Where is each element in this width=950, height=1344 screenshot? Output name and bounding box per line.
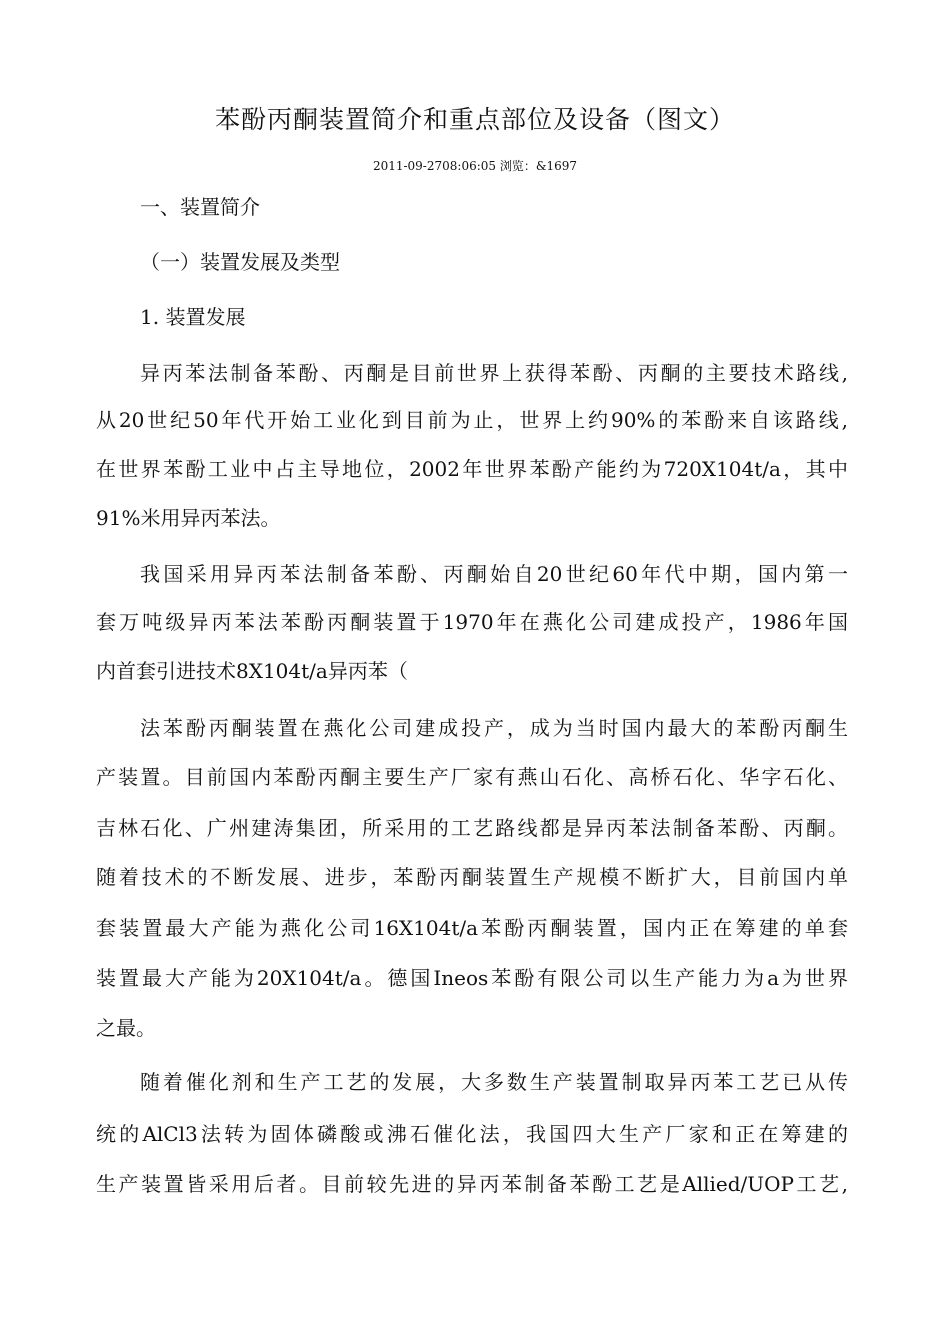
paragraph-1-line-2: 从20世纪50年代开始工业化到目前为止，世界上约90%的苯酚来自该路线, [96, 408, 848, 432]
paragraph-2-line-3: 内首套引进技术8X104t/a异丙苯（ [96, 659, 408, 683]
paragraph-3-line-3: 吉林石化、广州建涛集团，所采用的工艺路线都是异丙苯法制备苯酚、丙酮。 [96, 816, 848, 840]
section-heading-2: （一）装置发展及类型 [140, 250, 340, 274]
paragraph-3-line-5: 套装置最大产能为燕化公司16X104t/a苯酚丙酮装置，国内正在筹建的单套 [96, 916, 848, 940]
section-heading-3: 1. 装置发展 [140, 305, 246, 329]
paragraph-4-line-3: 生产装置皆采用后者。目前较先进的异丙苯制备苯酚工艺是Allied/UOP工艺, [96, 1172, 848, 1196]
paragraph-3-line-7: 之最。 [96, 1016, 156, 1040]
paragraph-3-line-2: 产装置。目前国内苯酚丙酮主要生产厂家有燕山石化、高桥石化、华字石化、 [96, 765, 848, 789]
paragraph-2-line-1: 我国采用异丙苯法制备苯酚、丙酮始自20世纪60年代中期，国内第一 [140, 562, 848, 586]
paragraph-4-line-2: 统的AlCl3法转为固体磷酸或沸石催化法，我国四大生产厂家和正在筹建的 [96, 1122, 848, 1146]
paragraph-2-line-2: 套万吨级异丙苯法苯酚丙酮装置于1970年在燕化公司建成投产，1986年国 [96, 610, 848, 634]
paragraph-3-line-1: 法苯酚丙酮装置在燕化公司建成投产，成为当时国内最大的苯酚丙酮生 [140, 716, 848, 740]
document-title: 苯酚丙酮装置简介和重点部位及设备（图文） [214, 105, 735, 134]
section-heading-1: 一、装置简介 [140, 195, 260, 219]
paragraph-1-line-1: 异丙苯法制备苯酚、丙酮是目前世界上获得苯酚、丙酮的主要技术路线, [140, 361, 848, 385]
paragraph-1-line-4: 91%米用异丙苯法。 [96, 506, 281, 530]
publish-meta: 2011-09-2708:06:05 浏览：&1697 [372, 159, 578, 173]
paragraph-1-line-3: 在世界苯酚工业中占主导地位，2002年世界苯酚产能约为720X104t/a，其中 [96, 457, 848, 481]
paragraph-3-line-6: 装置最大产能为20X104t/a。德国Ineos苯酚有限公司以生产能力为a为世界 [96, 966, 848, 990]
paragraph-4-line-1: 随着催化剂和生产工艺的发展，大多数生产装置制取异丙苯工艺已从传 [140, 1070, 848, 1094]
paragraph-3-line-4: 随着技术的不断发展、进步，苯酚丙酮装置生产规模不断扩大，目前国内单 [96, 865, 848, 889]
